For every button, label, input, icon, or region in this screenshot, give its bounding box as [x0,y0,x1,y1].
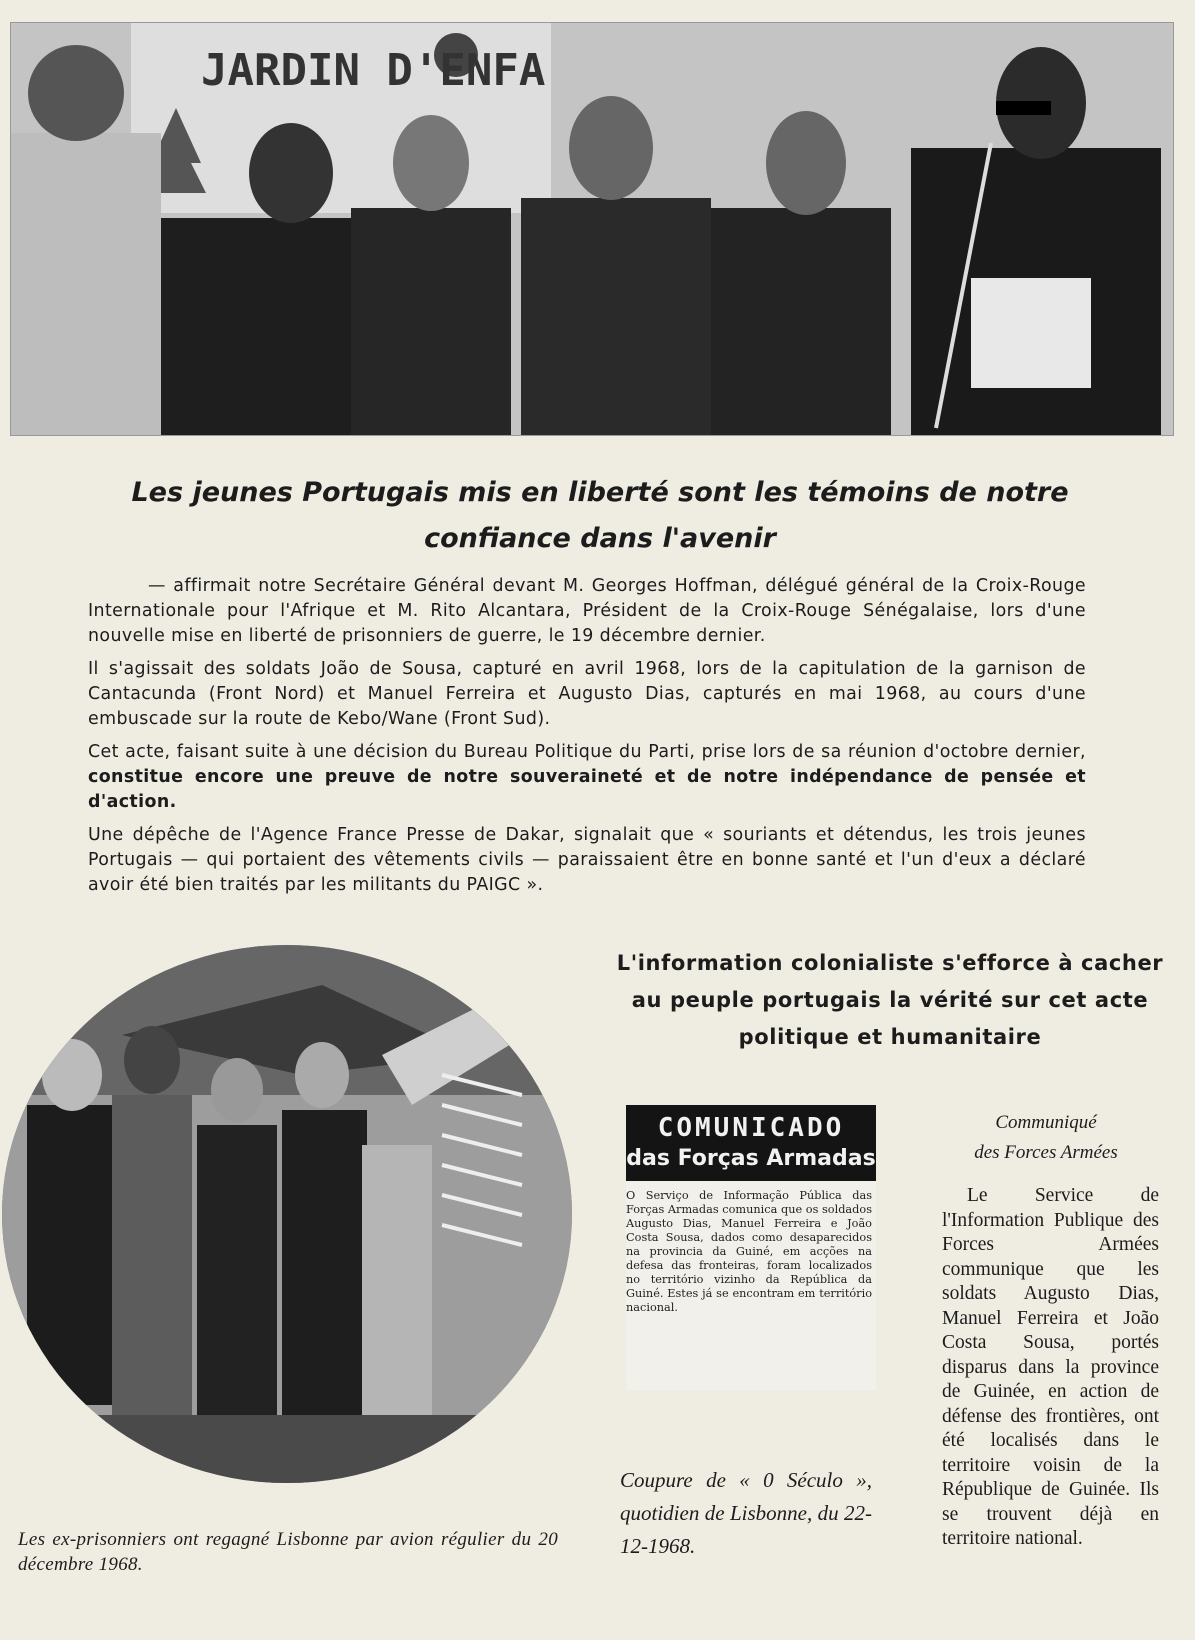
headline-line-1: Les jeunes Portugais mis en liberté sont les témoins de notre [131,477,1069,508]
communique-body [942,1184,1159,1552]
article-body [88,574,1086,906]
communique-title-line-1: Communiqué [995,1112,1097,1133]
subheadline-line-3: politique et humanitaire [738,1025,1042,1049]
banner-text: JARDIN D'ENFA [201,45,546,96]
communique-title [930,1108,1162,1168]
article-paragraph-4: Une dépêche de l'Agence France Presse de Dakar, signalait que « souriants et détendus, les trois jeunes Portugais — qui portaient des vêtements civils — paraissaient être en bonne santé et l'un d'eux a déclaré avoir été bien traités par les militants du PAIGC ». [88,825,1086,895]
article-paragraph-2: Il s'agissait des soldats João de Sousa, capturé en avril 1968, lors de la capitulation de la garnison de Cantacunda (Front Nord) et Manuel Ferreira et Augusto Dias, capturés en mai 1968, au cours d'une embuscade sur la route de Kebo/Wane (Front Sud). [88,659,1086,729]
subheadline-line-2: au peuple portugais la vérité sur cet acte [631,988,1149,1012]
clipping-title: COMUNICADO [657,1113,845,1143]
communique-text: Le Service de l'Information Publique des Forces Armées communique que les soldats Augusto Dias, Manuel Ferreira et João Costa Sousa, portés disparus dans la province de Guinée, en action de défense des frontières, ont été localisés dans le territoire voisin de la République de Guinée. Ils se trouvent déjà en territoire national. [942,1185,1159,1549]
communique-title-line-2: des Forces Armées [974,1142,1118,1163]
clipping-text: O Serviço de Informação Pública das Forças Armadas comunica que os soldados Augusto Dias, Manuel Ferreira e João Costa Sousa, dados como desaparecidos na provincia da Guiné, em acções na defesa das fronteiras, foram localizados no território vizinho da República da Guiné. Estes já se encontram em território nacional. [626,1189,872,1314]
top-photo-illustration [11,23,1173,435]
newspaper-clipping [626,1105,876,1390]
clipping-caption: Coupure de « 0 Século », quotidien de Lisbonne, du 22-12-1968. [620,1468,872,1558]
top-photo [10,22,1174,436]
article-paragraph-3-emphasis: constitue encore une preuve de notre souveraineté et de notre indépendance de pensée et d'action. [88,767,1086,812]
headline [60,470,1140,562]
subheadline [600,945,1180,1056]
round-photo [2,945,572,1483]
article-paragraph-3 [88,740,1086,815]
article-paragraph-1: — affirmait notre Secrétaire Général devant M. Georges Hoffman, délégué général de la Croix-Rouge Internationale pour l'Afrique et M. Rito Alcantara, Président de la Croix-Rouge Sénégalaise, lors d'une nouvelle mise en liberté de prisonniers de guerre, le 19 décembre dernier. [88,576,1086,646]
article-paragraph-3-text: Cet acte, faisant suite à une décision du Bureau Politique du Parti, prise lors de sa réunion d'octobre dernier, [88,742,1086,762]
clipping-header [626,1105,876,1181]
round-photo-caption: Les ex-prisonniers ont regagné Lisbonne par avion régulier du 20 décembre 1968. [18,1529,558,1575]
subheadline-line-1: L'information colonialiste s'efforce à cacher [616,951,1164,975]
clipping-subtitle: das Forças Armadas [626,1146,876,1171]
round-photo-illustration [2,945,572,1483]
headline-line-2: confiance dans l'avenir [424,523,776,554]
